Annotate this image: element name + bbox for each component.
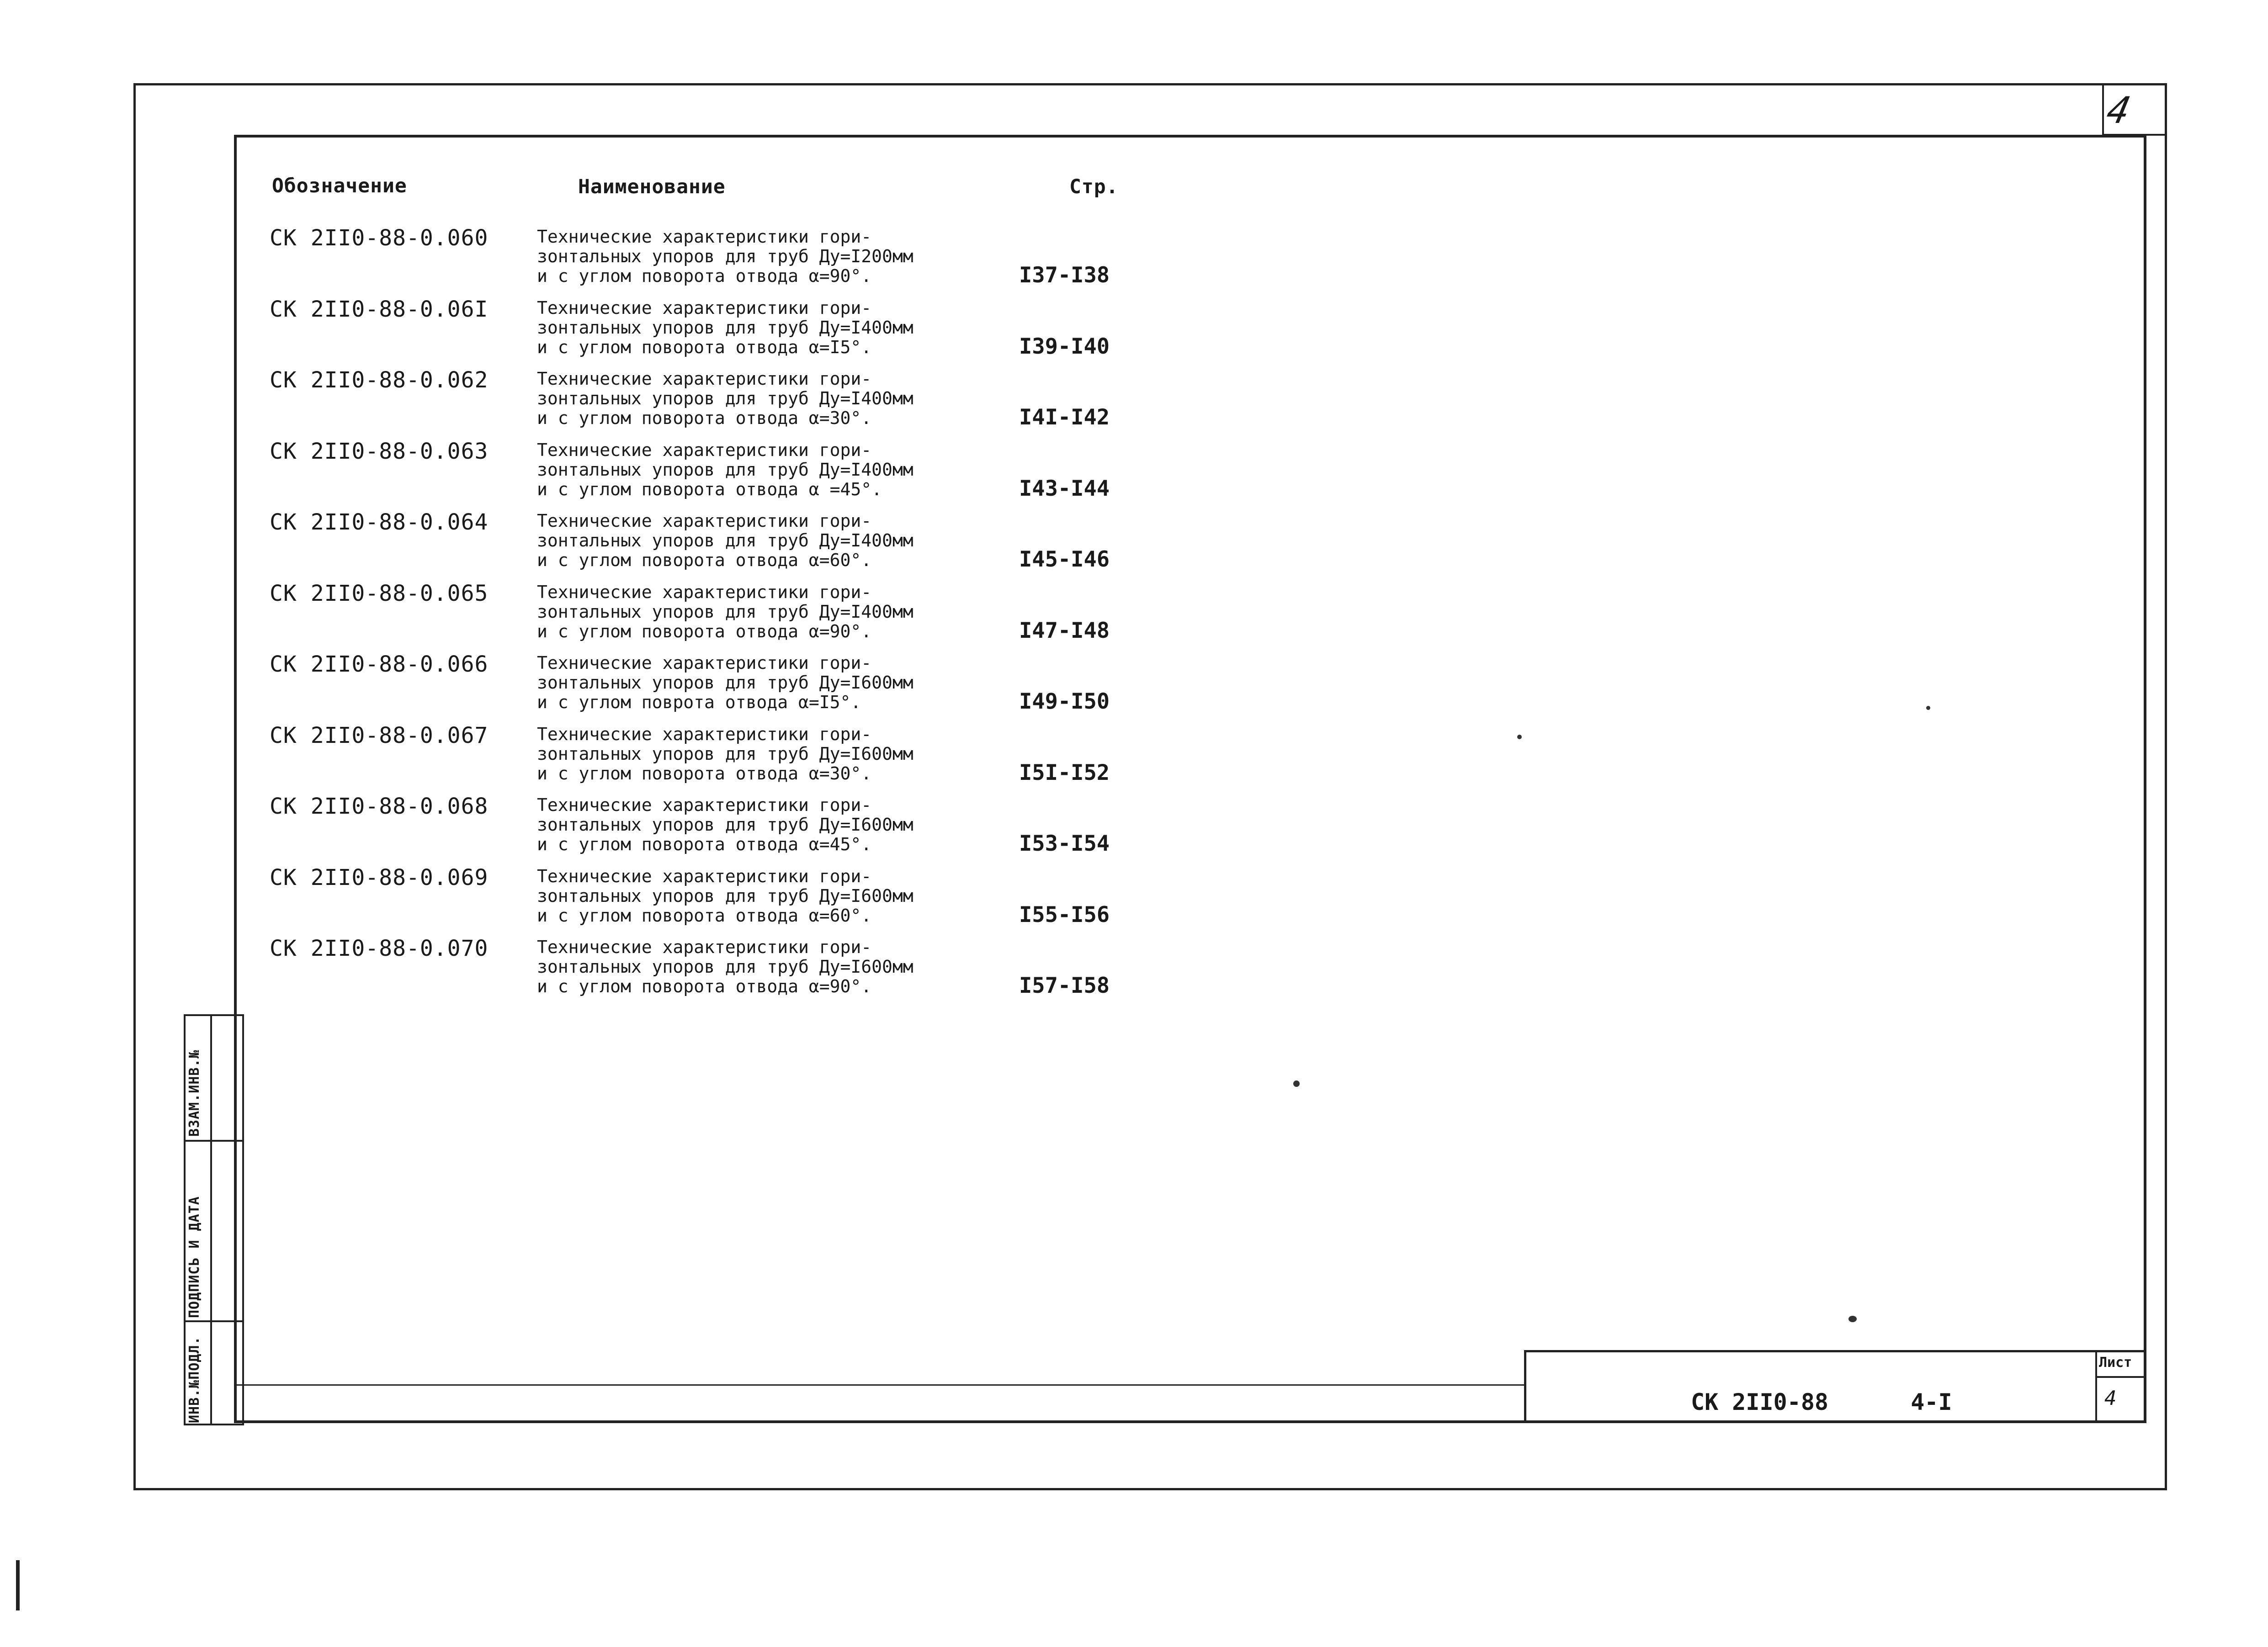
row-desc-line-2: зонтальных упоров для труб Ду=I600мм: [537, 673, 914, 693]
row-code: СК 2II0-88-0.068: [270, 794, 489, 819]
header-name: Наименование: [578, 175, 726, 198]
stamp-code: СК 2II0-88: [1691, 1389, 1829, 1415]
row-description: [537, 653, 914, 712]
row-desc-line-2: зонтальных упоров для труб Ду=I400мм: [537, 460, 914, 480]
row-desc-line-2: зонтальных упоров для труб Ду=I200мм: [537, 246, 914, 266]
row-desc-line-1: Технические характеристики гори-: [537, 369, 872, 389]
row-code: СК 2II0-88-0.069: [270, 865, 489, 890]
row-description: [537, 795, 914, 854]
row-desc-line-1: Технические характеристики гори-: [537, 440, 872, 460]
row-pages: I5I-I52: [1019, 760, 1110, 785]
row-desc-line-3: и с углом поворота отвода α=60°.: [537, 550, 872, 570]
signature-date-label: ПОДПИСЬ И ДАТА: [186, 1196, 202, 1318]
row-pages: I57-I58: [1019, 973, 1110, 998]
row-description: [537, 440, 914, 499]
row-description: [537, 227, 914, 286]
row-code: СК 2II0-88-0.066: [270, 651, 489, 677]
row-desc-line-3: и с углом поворота отвода α =45°.: [537, 479, 882, 499]
row-pages: I4I-I42: [1019, 405, 1110, 430]
binding-strip-divider: [210, 1014, 212, 1425]
row-desc-line-1: Технические характеристики гори-: [537, 937, 872, 957]
row-desc-line-3: и с углом поворота отвода α=90°.: [537, 266, 872, 286]
table-row: [270, 509, 1138, 578]
row-description: [537, 725, 914, 784]
stamp-left-rule: [1524, 1350, 1526, 1423]
header-pages: Стр.: [1069, 175, 1119, 198]
row-description: [537, 511, 914, 570]
sheet-box-rule: [2095, 1376, 2146, 1378]
row-code: СК 2II0-88-0.065: [270, 581, 489, 606]
row-desc-line-3: и с углом поворота отвода α=30°.: [537, 763, 872, 784]
binding-labels: [185, 1014, 208, 1425]
row-code: СК 2II0-88-0.070: [270, 936, 489, 961]
stamp-top-rule: [1524, 1350, 2146, 1352]
row-pages: I55-I56: [1019, 902, 1110, 927]
scan-speck: [1848, 1316, 1857, 1322]
table-row: [270, 225, 1138, 294]
table-row: [270, 439, 1138, 507]
row-description: [537, 298, 914, 357]
row-description: [537, 583, 914, 641]
row-pages: I45-I46: [1019, 547, 1110, 572]
row-code: СК 2II0-88-0.067: [270, 723, 489, 748]
row-desc-line-3: и с углом поворота отвода α=I5°.: [537, 337, 872, 357]
row-desc-line-2: зонтальных упоров для труб Ду=I400мм: [537, 318, 914, 338]
sheet-number: 4: [2104, 1387, 2117, 1410]
row-desc-line-2: зонтальных упоров для труб Ду=I400мм: [537, 388, 914, 408]
row-desc-line-2: зонтальных упоров для труб Ду=I600мм: [537, 744, 914, 764]
row-desc-line-2: зонтальных упоров для труб Ду=I400мм: [537, 530, 914, 551]
row-desc-line-1: Технические характеристики гори-: [537, 866, 872, 886]
scan-mark: [16, 1560, 20, 1610]
row-desc-line-1: Технические характеристики гори-: [537, 653, 872, 673]
row-description: [537, 937, 914, 996]
row-code: СК 2II0-88-0.064: [270, 509, 489, 535]
row-desc-line-3: и с углом поворота отвода α=90°.: [537, 621, 872, 641]
row-desc-line-3: и с углом поворота отвода α=30°.: [537, 408, 872, 428]
row-desc-line-1: Технические характеристики гори-: [537, 582, 872, 602]
scan-speck: [1293, 1080, 1300, 1087]
row-desc-line-1: Технические характеристики гори-: [537, 795, 872, 815]
stamp-suffix: 4-I: [1911, 1389, 1952, 1415]
row-code: СК 2II0-88-0.06I: [270, 297, 489, 322]
row-code: СК 2II0-88-0.062: [270, 367, 489, 393]
row-desc-line-2: зонтальных упоров для труб Ду=I400мм: [537, 602, 914, 622]
row-pages: I49-I50: [1019, 689, 1110, 714]
row-desc-line-2: зонтальных упоров для труб Ду=I600мм: [537, 957, 914, 977]
row-desc-line-3: и с углом поворота отвода α=90°.: [537, 976, 872, 996]
scan-speck: [1517, 735, 1522, 739]
row-desc-line-1: Технические характеристики гори-: [537, 298, 872, 318]
row-description: [537, 369, 914, 428]
row-pages: I53-I54: [1019, 831, 1110, 856]
table-row: [270, 581, 1138, 649]
row-desc-line-3: и с углом поворота отвода α=45°.: [537, 834, 872, 854]
table-row: [270, 936, 1138, 1004]
table-row: [270, 794, 1138, 862]
row-desc-line-3: и с углом поворота отвода α=60°.: [537, 906, 872, 926]
sheet-label: Лист: [2099, 1355, 2132, 1371]
row-code: СК 2II0-88-0.060: [270, 225, 489, 251]
row-pages: I37-I38: [1019, 263, 1110, 288]
row-desc-line-1: Технические характеристики гори-: [537, 227, 872, 247]
row-desc-line-1: Технические характеристики гори-: [537, 724, 872, 744]
row-desc-line-1: Технические характеристики гори-: [537, 511, 872, 531]
stamp-baseline: [234, 1384, 1524, 1386]
header-designation: Обозначение: [272, 175, 407, 197]
table-row: [270, 367, 1138, 436]
table-row: [270, 651, 1138, 720]
corner-number: 4: [2103, 89, 2135, 132]
row-pages: I47-I48: [1019, 618, 1110, 643]
inv-orig-label: ИНВ.№ПОДЛ.: [186, 1336, 202, 1423]
row-desc-line-3: и с углом поврота отвода α=I5°.: [537, 692, 861, 712]
row-desc-line-2: зонтальных упоров для труб Ду=I600мм: [537, 886, 914, 906]
table-row: [270, 297, 1138, 365]
row-desc-line-2: зонтальных упоров для труб Ду=I600мм: [537, 815, 914, 835]
row-pages: I39-I40: [1019, 334, 1110, 359]
row-description: [537, 867, 914, 926]
stamp-designation: [1691, 1389, 1952, 1415]
scan-speck: [1926, 706, 1930, 710]
row-pages: I43-I44: [1019, 476, 1110, 501]
replaced-inv-label: ВЗАМ.ИНВ.№: [186, 1049, 202, 1137]
table-row: [270, 723, 1138, 791]
table-row: [270, 865, 1138, 933]
row-code: СК 2II0-88-0.063: [270, 439, 489, 464]
